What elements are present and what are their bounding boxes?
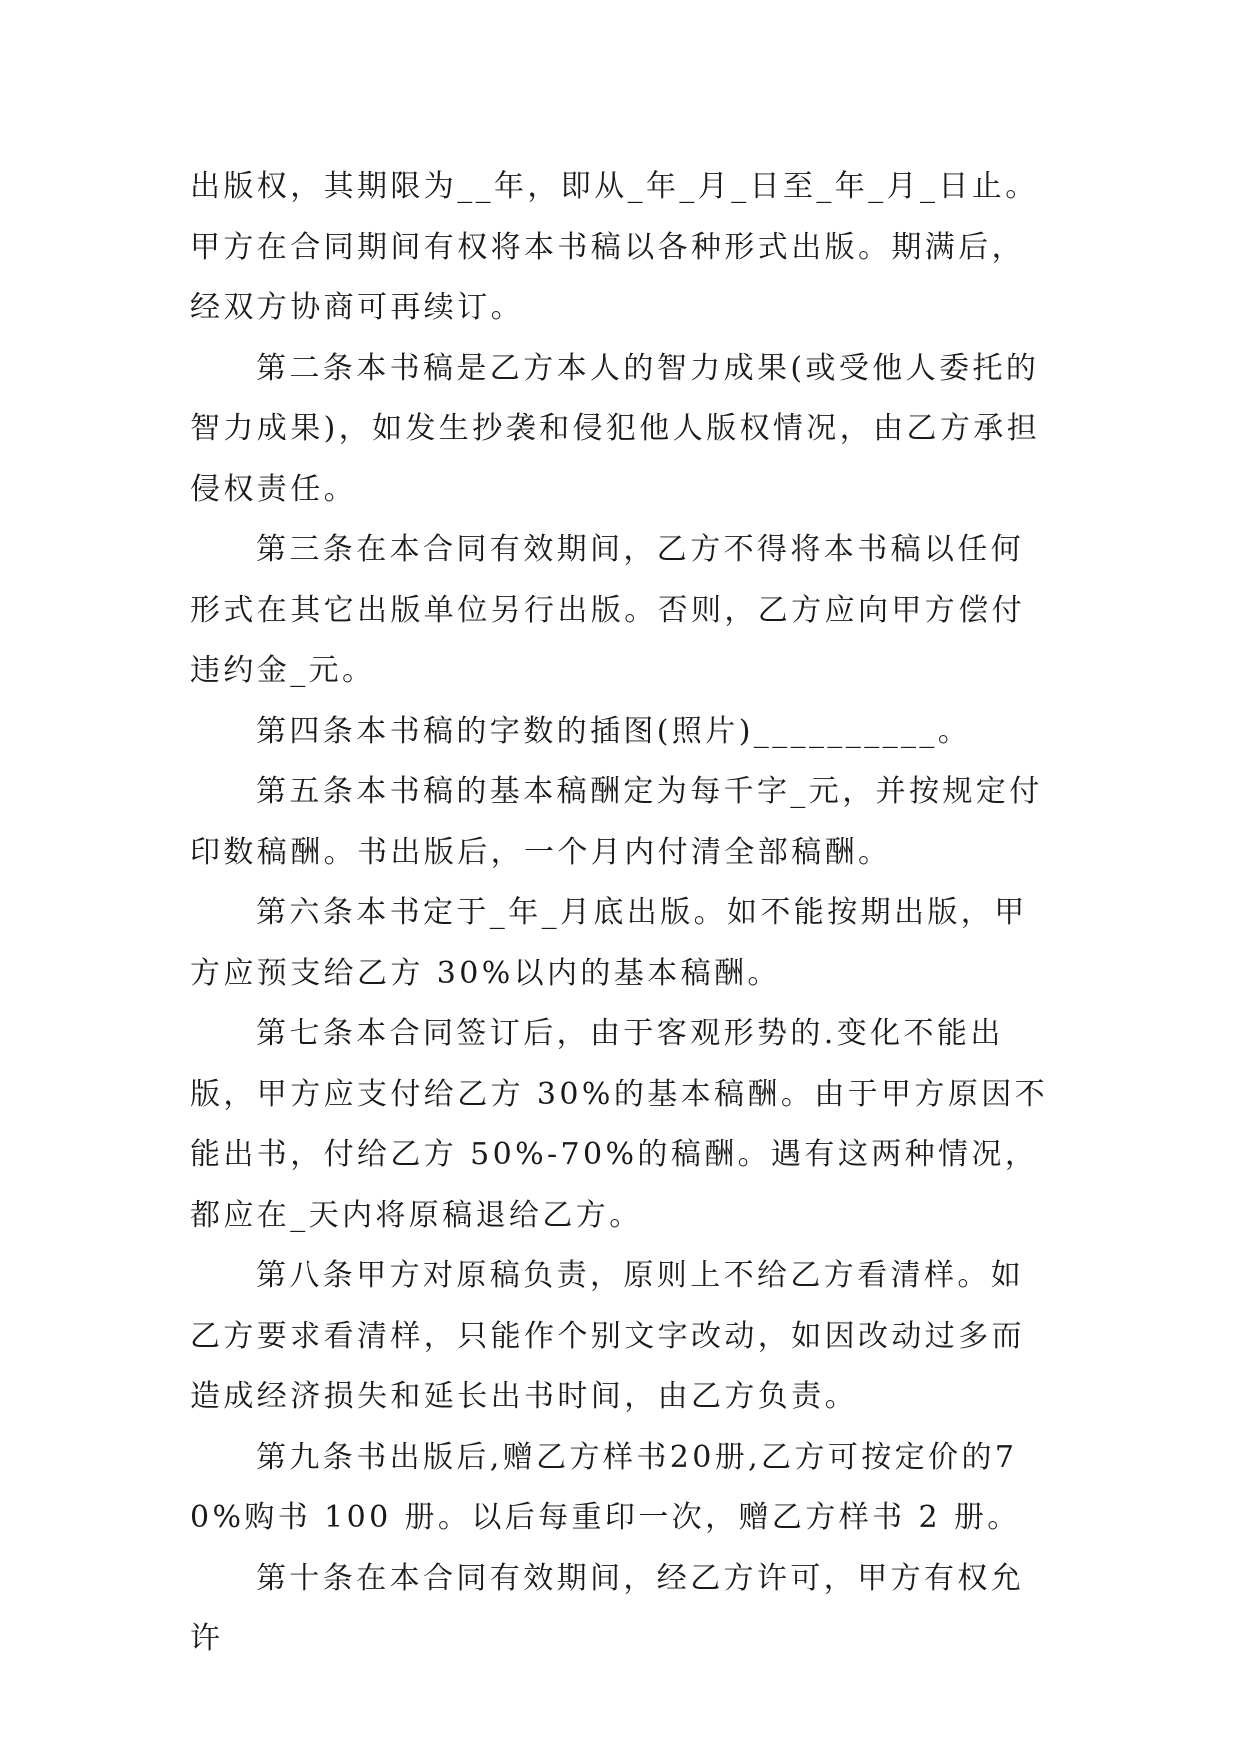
paragraph-article-7: 第七条本合同签订后，由于客观形势的.变化不能出版，甲方应支付给乙方 30%的基本稿酬。由于甲方原因不能出书，付给乙方 50%-70%的稿酬。遇有这两种情况，都应在_天内将原稿退给乙方。 bbox=[190, 1016, 1049, 1233]
paragraph-article-3: 第三条在本合同有效期间，乙方不得将本书稿以任何形式在其它出版单位另行出版。否则，乙方应向甲方偿付违约金_元。 bbox=[190, 532, 1025, 688]
document-body bbox=[190, 157, 1050, 1670]
paragraph-continuation: 出版权，其期限为__年，即从_年_月_日至_年_月_日止。甲方在合同期间有权将本书稿以各种形式出版。期满后，经双方协商可再续订。 bbox=[190, 169, 1039, 325]
paragraph-article-5: 第五条本书稿的基本稿酬定为每千字_元，并按规定付印数稿酬。书出版后，一个月内付清全部稿酬。 bbox=[190, 774, 1043, 870]
paragraph-article-2: 第二条本书稿是乙方本人的智力成果(或受他人委托的智力成果)，如发生抄袭和侵犯他人版权情况，由乙方承担侵权责任。 bbox=[190, 350, 1041, 507]
paragraph-article-10: 第十条在本合同有效期间，经乙方许可，甲方有权允许 bbox=[190, 1560, 1025, 1656]
paragraph-article-4: 第四条本书稿的字数的插图(照片)__________。 bbox=[256, 713, 972, 749]
paragraph-article-6: 第六条本书定于_年_月底出版。如不能按期出版，甲方应预支给乙方 30%以内的基本稿酬。 bbox=[190, 895, 1028, 991]
paragraph-article-9: 第九条书出版后,赠乙方样书20册,乙方可按定价的70%购书 100 册。以后每重印一次，赠乙方样书 2 册。 bbox=[190, 1439, 1021, 1535]
paragraph-article-8: 第八条甲方对原稿负责，原则上不给乙方看清样。如乙方要求看清样，只能作个别文字改动，如因改动过多而造成经济损失和延长出书时间，由乙方负责。 bbox=[190, 1258, 1025, 1414]
